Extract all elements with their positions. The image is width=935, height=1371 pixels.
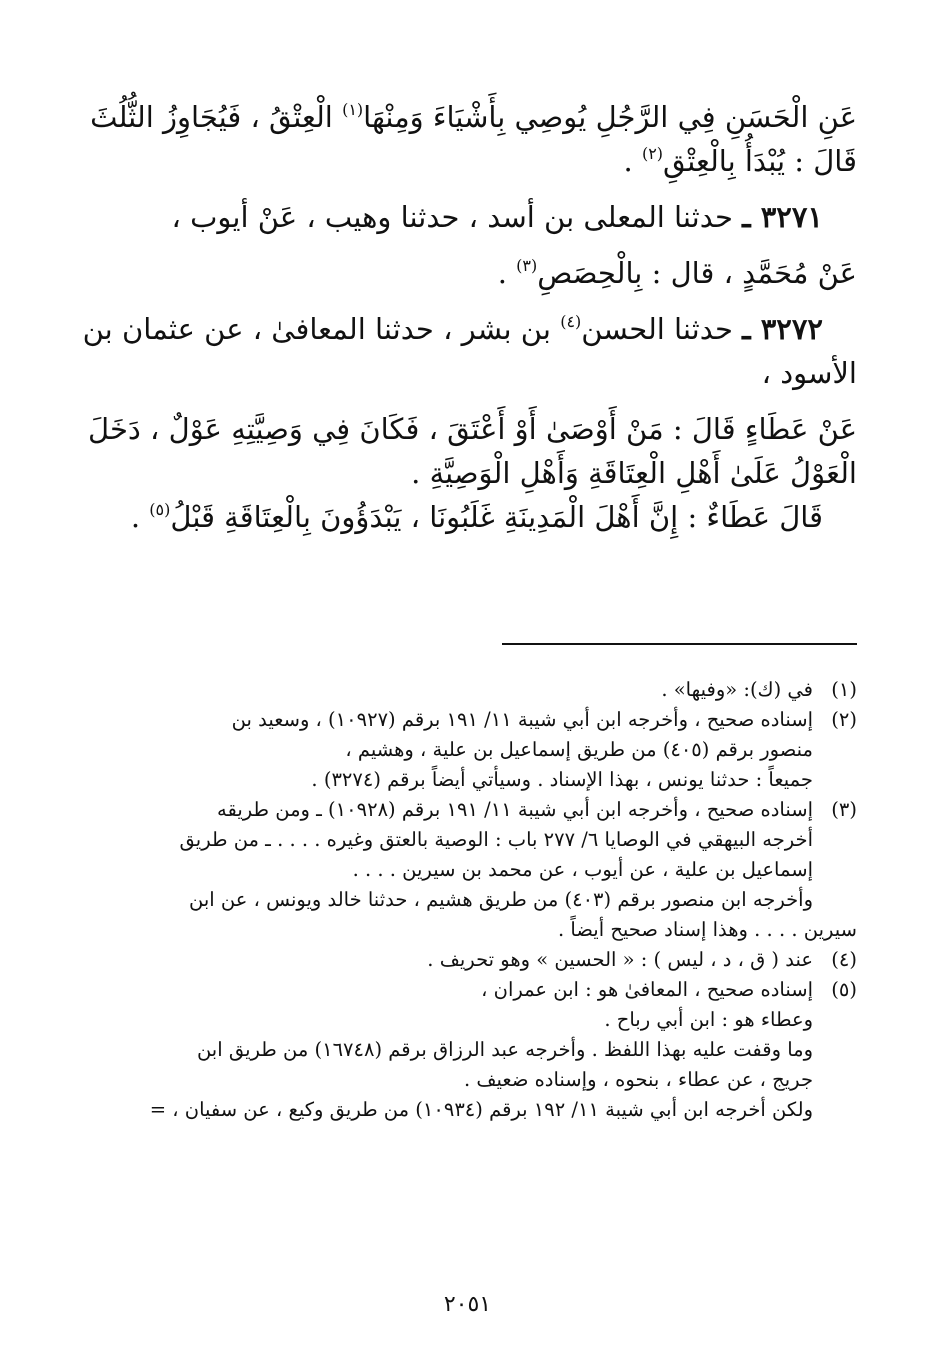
- footnote-ref-2: (٢): [641, 144, 664, 163]
- footnote-line: إسناده صحيح ، المعافىٰ هو : ابن عمران ،: [481, 978, 813, 1001]
- footnote-number: (٢): [831, 708, 857, 731]
- footnote-ref-3: (٣): [516, 256, 538, 275]
- footnote-ref-5: (٥): [149, 500, 171, 519]
- hadith-3272: ٣٢٧٢ ـ حدثنا الحسن$^{(٤)}$ بن بشر ، حدثنا المعافىٰ ، عن عثمان بن: [82, 312, 823, 346]
- text-line-8: الْعَوْلُ عَلَىٰ أَهْلِ الْعِتَاقَةِ وَأَهْلِ الْوَصِيَّةِ .: [411, 456, 857, 490]
- footnote-5: [77, 975, 857, 1125]
- hadith-number: ٣٢٧١ ـ: [742, 200, 823, 234]
- footnote-3: [77, 795, 857, 945]
- footnote-number: (٤): [831, 948, 857, 971]
- footnote-ref-1: (١): [342, 100, 364, 119]
- footnote-line: جميعاً : حدثنا يونس ، بهذا الإسناد . وسيأتي أيضاً برقم (٣٢٧٤) .: [311, 768, 813, 791]
- hadith-number: ٣٢٧٢ ـ: [742, 312, 823, 346]
- main-text: [77, 95, 857, 539]
- text-line-1: عَنِ الْحَسَنِ فِي الرَّجُلِ يُوصِي بِأَشْيَاءَ وَمِنْهَا$^{(١)}$ الْعِتْقُ ، فَيُجَاوِزُ الثُّلُثَ: [90, 100, 857, 134]
- footnote-line: منصور برقم (٤٠٥) من طريق إسماعيل بن علية ، وهشيم ،: [345, 738, 813, 761]
- footnote-line: وما وقفت عليه بهذا اللفظ . وأخرجه عبد الرزاق برقم (١٦٧٤٨) من طريق ابن: [196, 1038, 813, 1061]
- footnote-line: وأخرجه ابن منصور برقم (٤٠٣) من طريق هشيم ، حدثنا خالد ويونس ، عن ابن: [189, 888, 813, 911]
- footnote-1: [77, 675, 857, 705]
- text-line-9: قَالَ عَطَاءٌ : إِنَّ أَهْلَ الْمَدِينَةِ غَلَبُونَا ، يَبْدَؤُونَ بِالْعِتَاقَةِ قَبْلُ$^{(٥)}$ .: [130, 500, 823, 534]
- footnote-line: جريج ، عن عطاء ، بنحوه ، وإسناده ضعيف .: [463, 1068, 813, 1091]
- text-line-6: الأسود ،: [761, 356, 857, 390]
- footnotes: [77, 675, 857, 1125]
- footnote-line: في (ك): «وفيها» .: [661, 678, 813, 701]
- footnote-line: إسناده صحيح ، وأخرجه ابن أبي شيبة ١١/ ١٩١ برقم (١٠٩٢٧) ، وسعيد بن: [231, 708, 813, 731]
- footnote-4: [77, 945, 857, 975]
- footnote-ref-4: (٤): [560, 312, 582, 331]
- footnote-number: (٣): [831, 798, 857, 821]
- footnote-number: (٥): [831, 978, 857, 1001]
- footnote-line: ولكن أخرجه ابن أبي شيبة ١١/ ١٩٢ برقم (١٠٩٣٤) من طريق وكيع ، عن سفيان ، =: [149, 1098, 813, 1121]
- text-line-7: عَنْ عَطَاءٍ قَالَ : مَنْ أَوْصَىٰ أَوْ أَعْتَقَ ، فَكَانَ فِي وَصِيَّتِهِ عَوْلٌ ، دَخَلَ: [88, 412, 857, 446]
- page-number: ٢٠٥١: [443, 1292, 492, 1317]
- footnote-number: (١): [831, 678, 857, 701]
- text-line-2: قَالَ : يُبْدَأُ بِالْعِتْقِ$^{(٢)}$ .: [623, 144, 857, 178]
- footnote-line: وعطاء هو : ابن أبي رباح .: [604, 1008, 813, 1031]
- footnote-2: [77, 705, 857, 795]
- footnote-divider: [502, 643, 857, 645]
- text-line-4: عَنْ مُحَمَّدٍ ، قال : بِالْحِصَصِ$^{(٣)}$ .: [497, 256, 857, 290]
- footnote-line: أخرجه البيهقي في الوصايا ٦/ ٢٧٧ باب : الوصية بالعتق وغيره . . . . ـ من طريق: [179, 828, 813, 851]
- footnote-line: إسماعيل بن علية ، عن أيوب ، عن محمد بن سيرين . . . .: [352, 858, 813, 881]
- footnote-line: إسناده صحيح ، وأخرجه ابن أبي شيبة ١١/ ١٩١ برقم (١٠٩٢٨) ـ ومن طريقه: [217, 798, 813, 821]
- footnote-line: عند ( ق ، د ، ليس ) : « الحسين » وهو تحريف .: [427, 948, 813, 971]
- hadith-3271: ٣٢٧١ ـ حدثنا المعلى بن أسد ، حدثنا وهيب ، عَنْ أيوب ،: [171, 200, 823, 234]
- footnote-line-continued: سيرين . . . . وهذا إسناد صحيح أيضاً .: [558, 918, 857, 941]
